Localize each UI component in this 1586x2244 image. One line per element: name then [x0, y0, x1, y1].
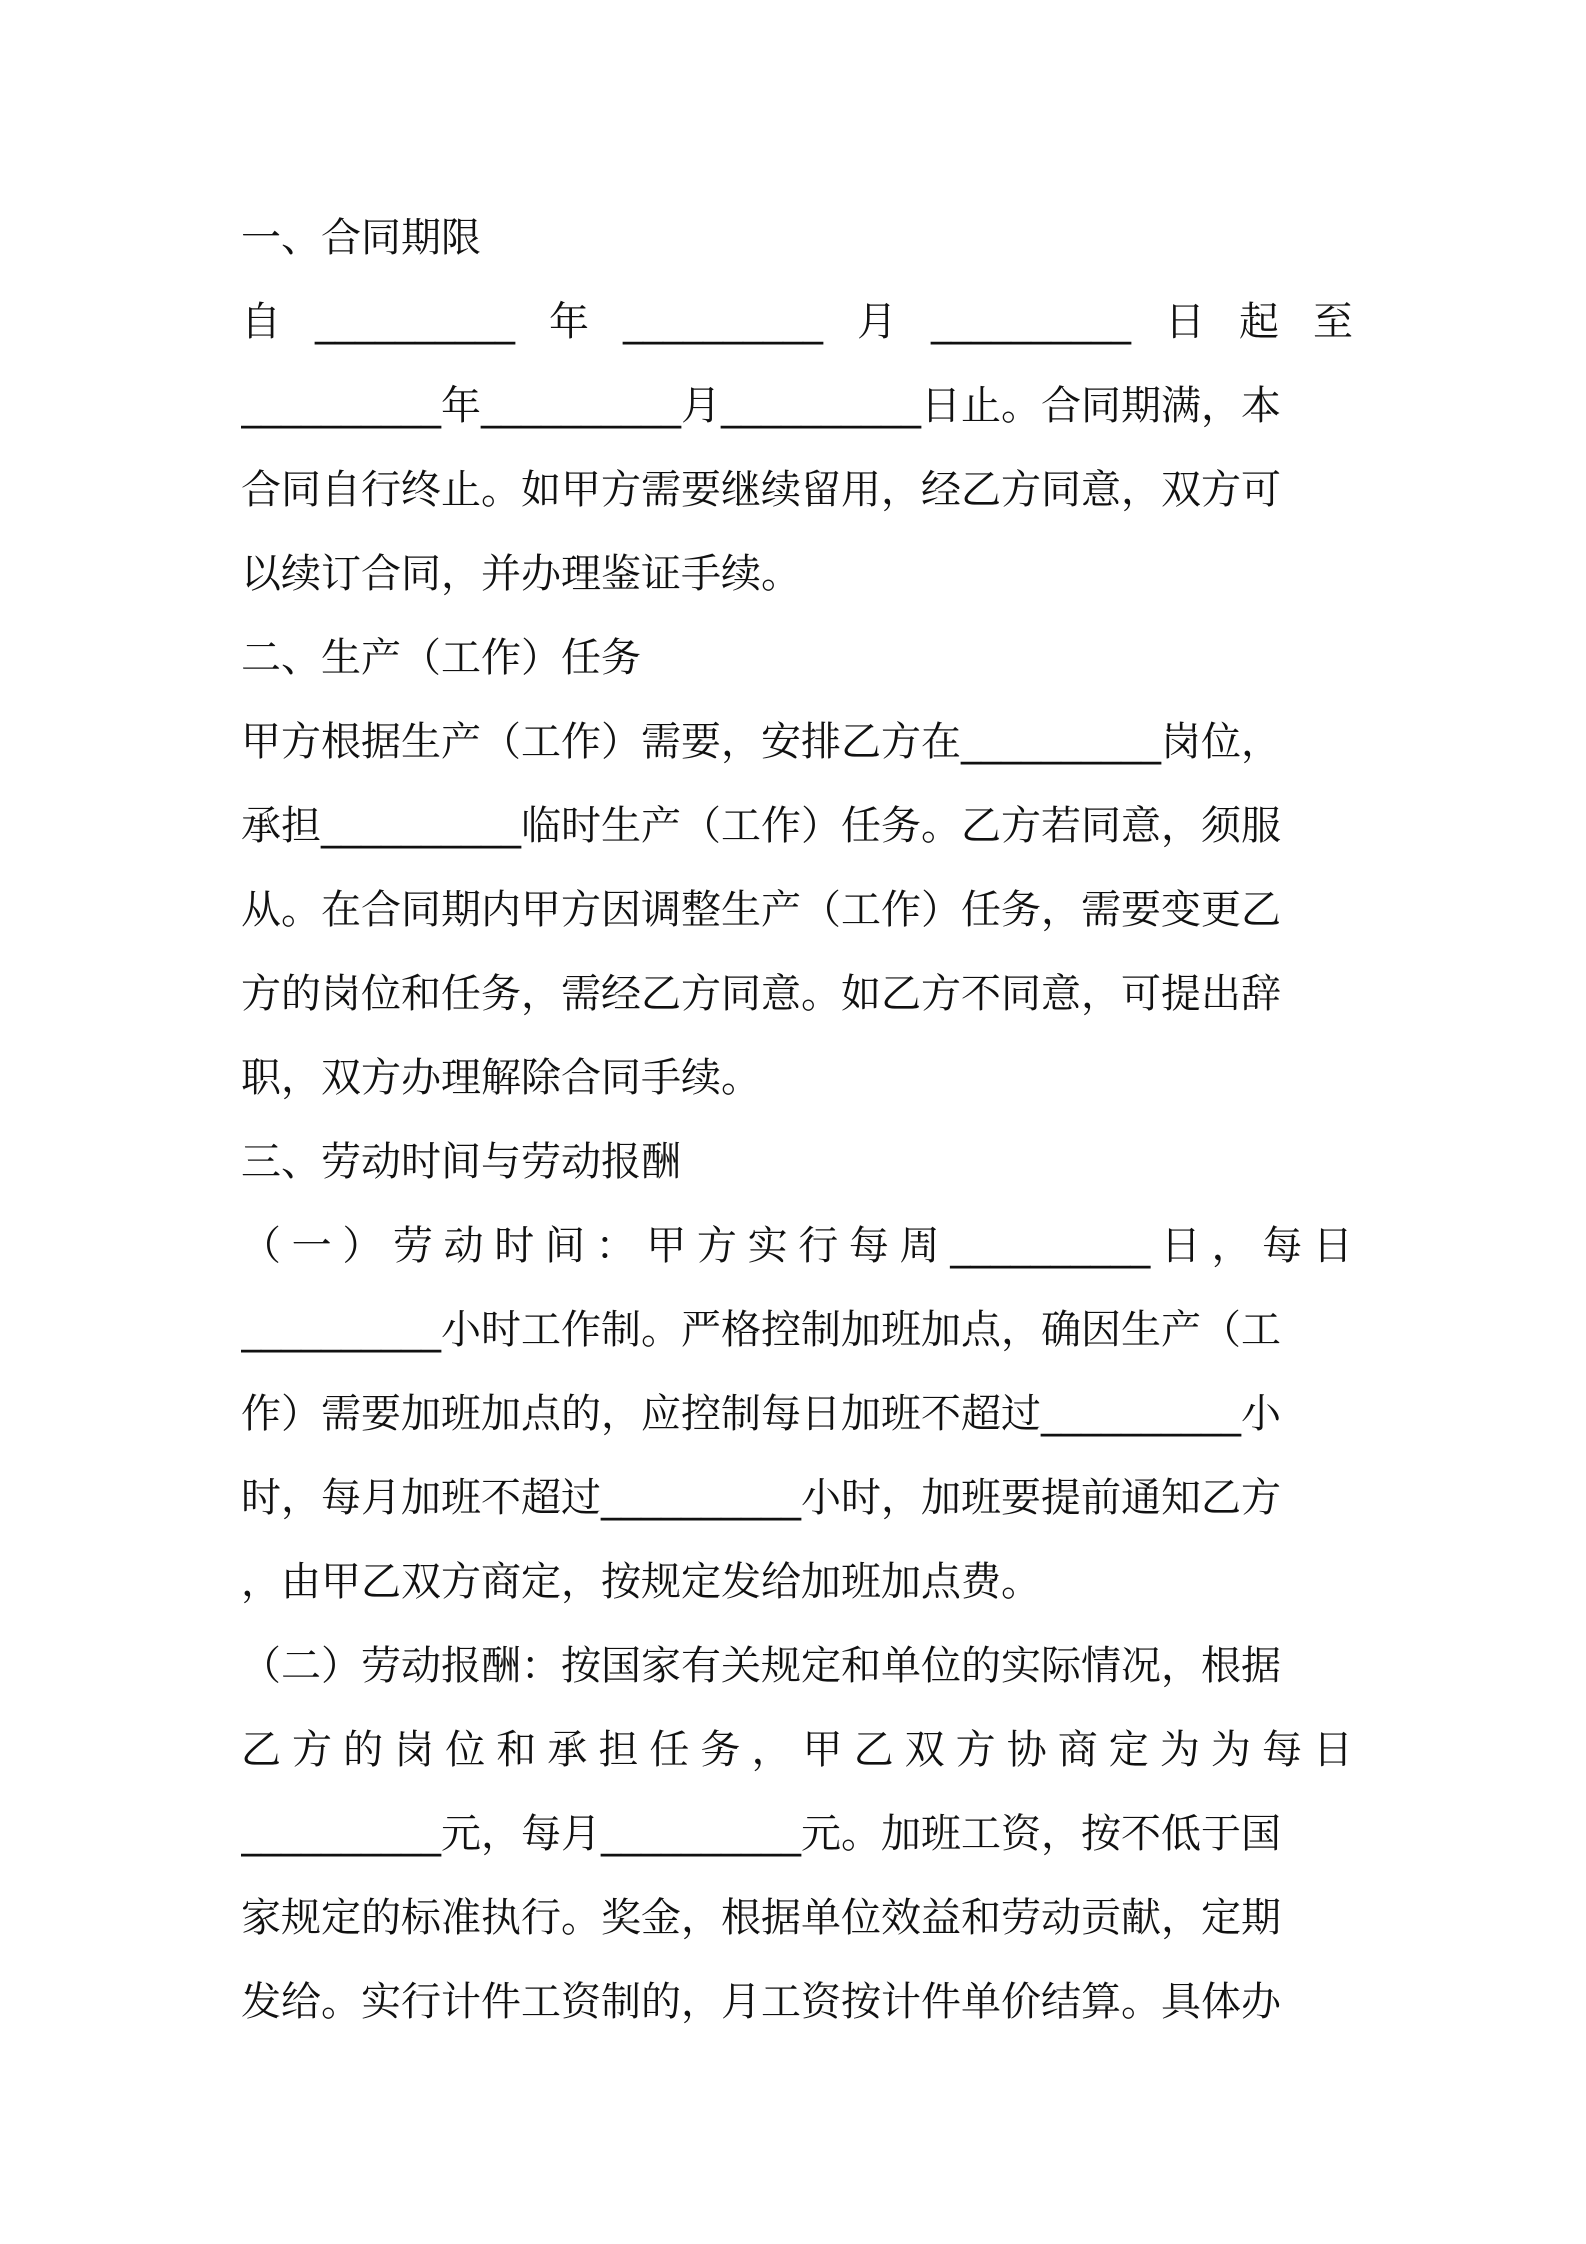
document-line: 甲方根据生产（工作）需要，安排乙方在__________岗位，: [241, 719, 1281, 765]
line-segment: 月: [857, 299, 897, 345]
document-line: （二）劳动报酬：按国家有关规定和单位的实际情况，根据: [241, 1643, 1281, 1689]
line-segment: 日: [1165, 299, 1205, 345]
line-segment: ，: [751, 1727, 792, 1773]
line-segment: __________: [931, 299, 1131, 345]
document-line: 从。在合同期内甲方因调整生产（工作）任务，需要变更乙: [241, 887, 1281, 933]
line-segment: 定: [1108, 1727, 1149, 1773]
line-segment: 方: [292, 1727, 333, 1773]
document-line: __________小时工作制。严格控制加班加点，确因生产（工: [241, 1307, 1281, 1353]
line-segment: 方: [955, 1727, 996, 1773]
line-segment: 行: [798, 1223, 839, 1269]
line-segment: 劳: [392, 1223, 433, 1269]
document-line: 二、生产（工作）任务: [241, 635, 641, 681]
document-line: [241, 1708, 1353, 1792]
line-segment: 实: [747, 1223, 788, 1269]
line-segment: 每: [848, 1223, 889, 1269]
document-line: 发给。实行计件工资制的，月工资按计件单价结算。具体办: [241, 1979, 1281, 2025]
line-segment: 方: [696, 1223, 737, 1269]
line-segment: 商: [1057, 1727, 1098, 1773]
line-segment: 年: [549, 299, 589, 345]
line-segment: 自: [241, 299, 281, 345]
document-line: 以续订合同，并办理鉴证手续。: [241, 551, 801, 597]
document-line: 时，每月加班不超过__________小时，加班要提前通知乙方: [241, 1475, 1281, 1521]
line-segment: 周: [899, 1223, 940, 1269]
document-line: 职，双方办理解除合同手续。: [241, 1055, 761, 1101]
line-segment: 为: [1210, 1727, 1251, 1773]
line-segment: __________: [623, 299, 823, 345]
line-segment: __________: [950, 1223, 1151, 1269]
line-segment: 每: [1262, 1223, 1303, 1269]
document-line: 作）需要加班加点的，应控制每日加班不超过__________小: [241, 1391, 1281, 1437]
line-segment: ，: [1211, 1223, 1252, 1269]
line-segment: ）: [342, 1223, 383, 1269]
line-segment: 每: [1261, 1727, 1302, 1773]
line-segment: 乙: [241, 1727, 281, 1773]
line-segment: 甲: [646, 1223, 687, 1269]
line-segment: 位: [445, 1727, 486, 1773]
line-segment: 时: [494, 1223, 535, 1269]
document-line: __________元，每月__________元。加班工资，按不低于国: [241, 1811, 1281, 1857]
line-segment: 承: [547, 1727, 588, 1773]
line-segment: 双: [904, 1727, 945, 1773]
line-segment: 务: [700, 1727, 741, 1773]
document-body: [241, 196, 1353, 2044]
line-segment: 一: [291, 1223, 332, 1269]
line-segment: 乙: [853, 1727, 894, 1773]
line-segment: 日: [1312, 1223, 1353, 1269]
line-segment: 日: [1160, 1223, 1201, 1269]
document-line: 合同自行终止。如甲方需要继续留用，经乙方同意，双方可: [241, 467, 1281, 513]
document-line: 一、合同期限: [241, 215, 481, 261]
line-segment: 动: [443, 1223, 484, 1269]
line-segment: 起: [1239, 299, 1279, 345]
document-line: [241, 1204, 1353, 1288]
document-line: ，由甲乙双方商定，按规定发给加班加点费。: [241, 1559, 1041, 1605]
line-segment: 和: [496, 1727, 537, 1773]
line-segment: 间: [544, 1223, 585, 1269]
line-segment: 至: [1313, 299, 1353, 345]
line-segment: 甲: [802, 1727, 843, 1773]
document-line: 三、劳动时间与劳动报酬: [241, 1139, 681, 1185]
document-line: 方的岗位和任务，需经乙方同意。如乙方不同意，可提出辞: [241, 971, 1281, 1017]
line-segment: ：: [595, 1223, 636, 1269]
line-segment: 协: [1006, 1727, 1047, 1773]
line-segment: （: [241, 1223, 281, 1269]
line-segment: 担: [598, 1727, 639, 1773]
line-segment: 岗: [394, 1727, 435, 1773]
line-segment: 的: [343, 1727, 384, 1773]
document-line: 承担__________临时生产（工作）任务。乙方若同意，须服: [241, 803, 1281, 849]
line-segment: __________: [315, 299, 515, 345]
line-segment: 为: [1159, 1727, 1200, 1773]
line-segment: 日: [1312, 1727, 1353, 1773]
document-line: __________年__________月__________日止。合同期满，本: [241, 383, 1281, 429]
document-line: 家规定的标准执行。奖金，根据单位效益和劳动贡献，定期: [241, 1895, 1281, 1941]
document-line: [241, 280, 1353, 364]
line-segment: 任: [649, 1727, 690, 1773]
